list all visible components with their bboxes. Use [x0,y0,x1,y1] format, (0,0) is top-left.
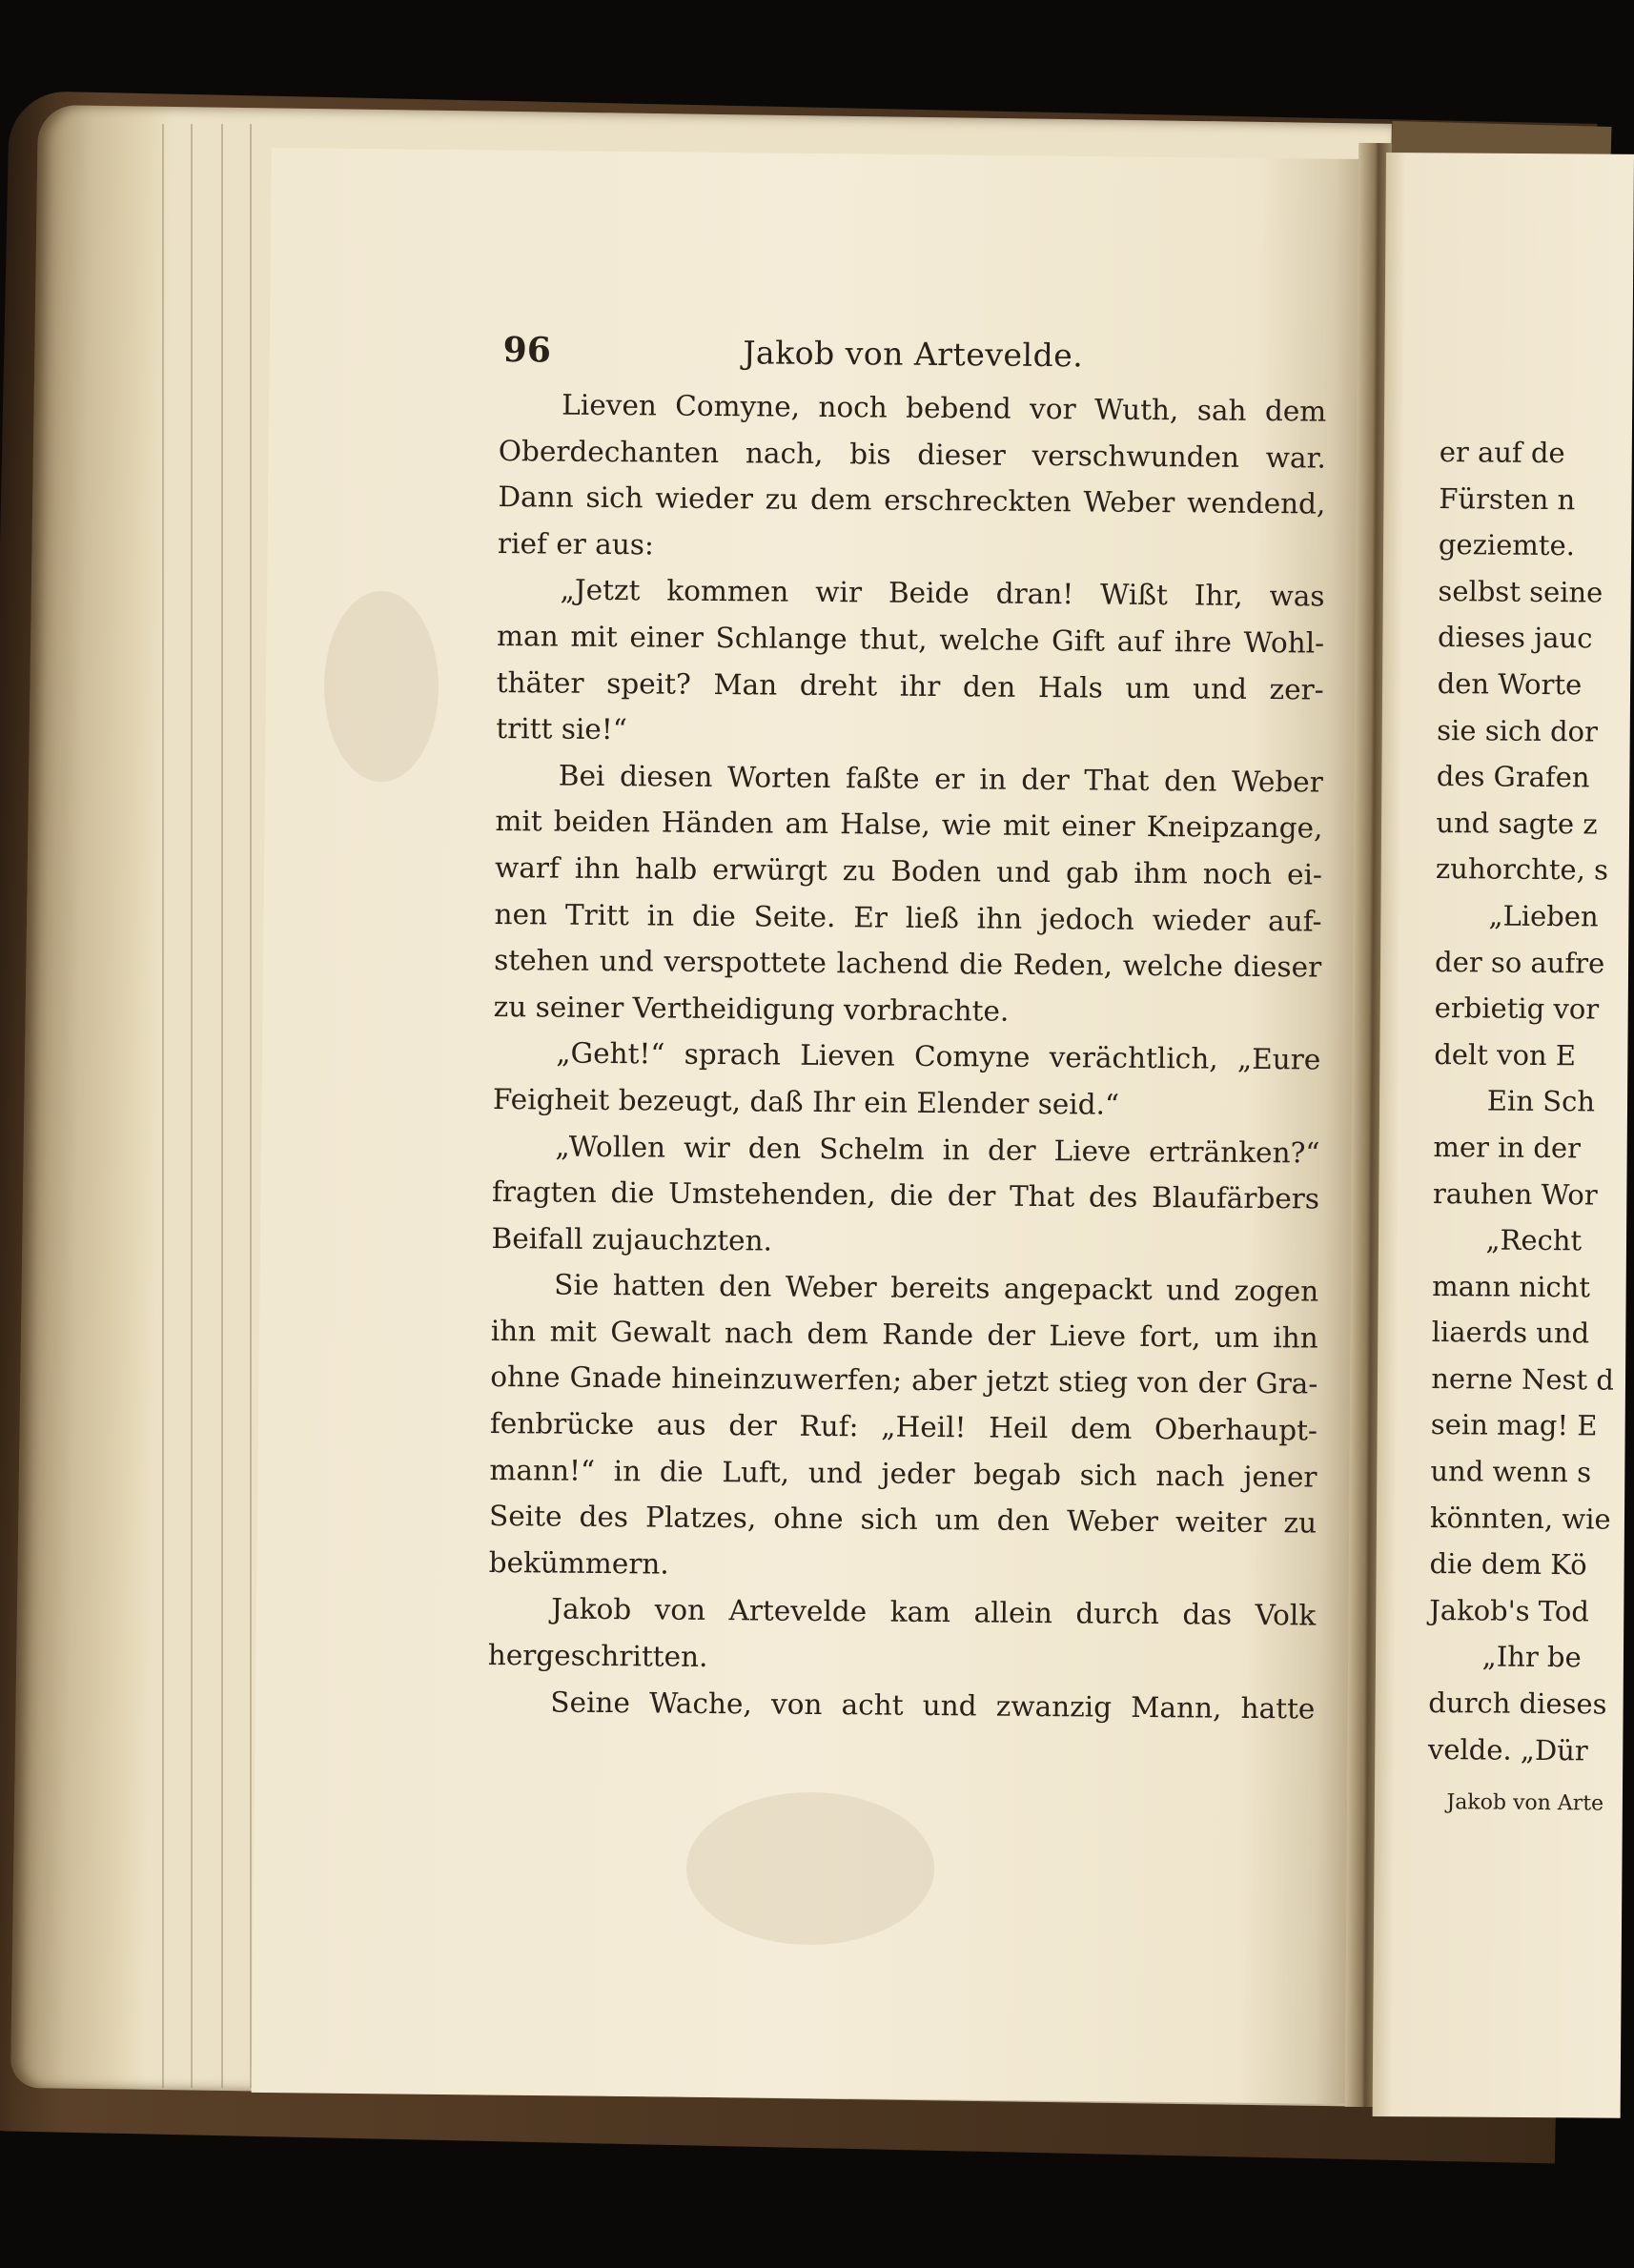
text-line: der so aufre [1434,945,1605,980]
text-line: liaerds und [1431,1316,1590,1350]
text-line: nerne Nest d [1431,1361,1615,1397]
page-stain [686,1792,934,1945]
text-line: Sie hatten den Weber bereits angepackt und zogen [554,1268,1319,1308]
text-line: Jakob von Artevelde kam allein durch das Volk [551,1592,1317,1632]
text-line: sein mag! E [1430,1408,1598,1442]
page-edge [191,124,202,2088]
text-line: er auf de [1439,435,1565,470]
text-line: warf ihn halb erwürgt zu Boden und gab ihm noch ei- [494,850,1323,891]
text-line: bekümmern. [488,1545,669,1581]
running-head [499,324,1326,389]
text-line: „Geht!“ sprach Lieven Comyne verächtlich, „Eure [556,1036,1321,1076]
running-title: Jakob von Artevelde. [743,334,1084,375]
text-line: „Lieben [1488,899,1599,933]
page-stain [324,591,439,782]
text-line: thäter speit? Man dreht ihr den Hals um und zer- [496,665,1324,706]
text-line: geziemte. [1438,528,1576,562]
text-line: mann!“ in die Luft, und jeder begab sich nach jener [489,1453,1317,1494]
page-edge [221,124,233,2088]
text-line: selbst seine [1438,574,1603,609]
text-line: Seine Wache, von acht und zwanzig Mann, hatte [550,1686,1316,1726]
text-line: mit beiden Händen am Halse, wie mit einer Kneipzange, [495,805,1323,845]
text-line: nen Tritt in die Seite. Er ließ ihn jedoch wieder auf- [494,897,1322,938]
text-line: dieses jauc [1437,621,1593,655]
text-line: Dann sich wieder zu dem erschreckten Weber wendend, [498,480,1326,521]
text-line: tritt sie!“ [496,712,627,746]
text-line: durch dieses [1428,1686,1607,1721]
page-edge [162,124,174,2088]
text-line: die dem Kö [1429,1547,1587,1582]
text-line: hergeschritten. [487,1638,708,1673]
text-line: und sagte z [1436,806,1598,841]
text-line: ihn mit Gewalt nach dem Rande der Lieve fort, um ihn [490,1314,1318,1355]
text-line: delt von E [1434,1037,1577,1072]
left-page-lines [487,381,1326,1732]
page-number: 96 [502,330,552,371]
text-line: ohne Gnade hineinzuwerfen; aber jetzt stieg von der Gra- [490,1360,1318,1401]
text-line: Feigheit bezeugt, daß Ihr ein Elender seid.“ [492,1082,1120,1121]
signature-mark: Jakob von Arte [1446,1790,1604,1816]
text-line: und wenn s [1430,1455,1592,1489]
text-line: Bei diesen Worten faßte er in der That den Weber [558,759,1323,799]
text-line: „Jetzt kommen wir Beide dran! Wißt Ihr, was [560,573,1325,613]
text-line: könnten, wie [1429,1501,1611,1536]
text-line: man mit einer Schlange thut, welche Gift auf ihre Wohl- [496,619,1325,660]
text-line: zu seiner Vertheidigung vorbrachte. [493,990,1010,1028]
text-line: „Wollen wir den Schelm in der Lieve ertränken?“ [555,1130,1320,1170]
text-line: Lieven Comyne, noch bebend vor Wuth, sah dem [562,388,1327,428]
text-line: den Worte [1437,666,1583,702]
text-line: Jakob's Tod [1429,1593,1590,1628]
text-line: Oberdechanten nach, bis dieser verschwunden war. [498,434,1326,475]
text-line: fenbrücke aus der Ruf: „Heil! Heil dem Oberhaupt- [489,1407,1318,1447]
text-line: erbietig vor [1434,991,1600,1026]
left-page-text [487,324,1327,1732]
text-line: Fürsten n [1439,481,1576,516]
text-line: „Recht [1485,1223,1583,1257]
text-line: velde. „Dür [1427,1732,1588,1767]
text-line: fragten die Umstehenden, die der That des Blaufärbers [491,1175,1320,1216]
text-line: rauhen Wor [1432,1176,1598,1211]
text-line: „Ihr be [1481,1640,1582,1674]
text-line: Beifall zujauchzten. [491,1221,773,1257]
text-line: mann nicht [1432,1269,1591,1304]
text-line: des Grafen [1436,760,1590,794]
text-line: Seite des Platzes, ohne sich um den Weber weiter zu [488,1500,1317,1540]
text-line: rief er aus: [497,526,655,562]
text-line: Ein Sch [1486,1084,1596,1118]
text-line: sie sich dor [1437,713,1599,748]
text-line: zuhorchte, s [1435,852,1609,887]
right-page-text [1427,429,1615,1828]
text-line: stehen und verspottete lachend die Reden, welche dieser [494,944,1322,984]
text-line: mer in der [1433,1130,1582,1165]
